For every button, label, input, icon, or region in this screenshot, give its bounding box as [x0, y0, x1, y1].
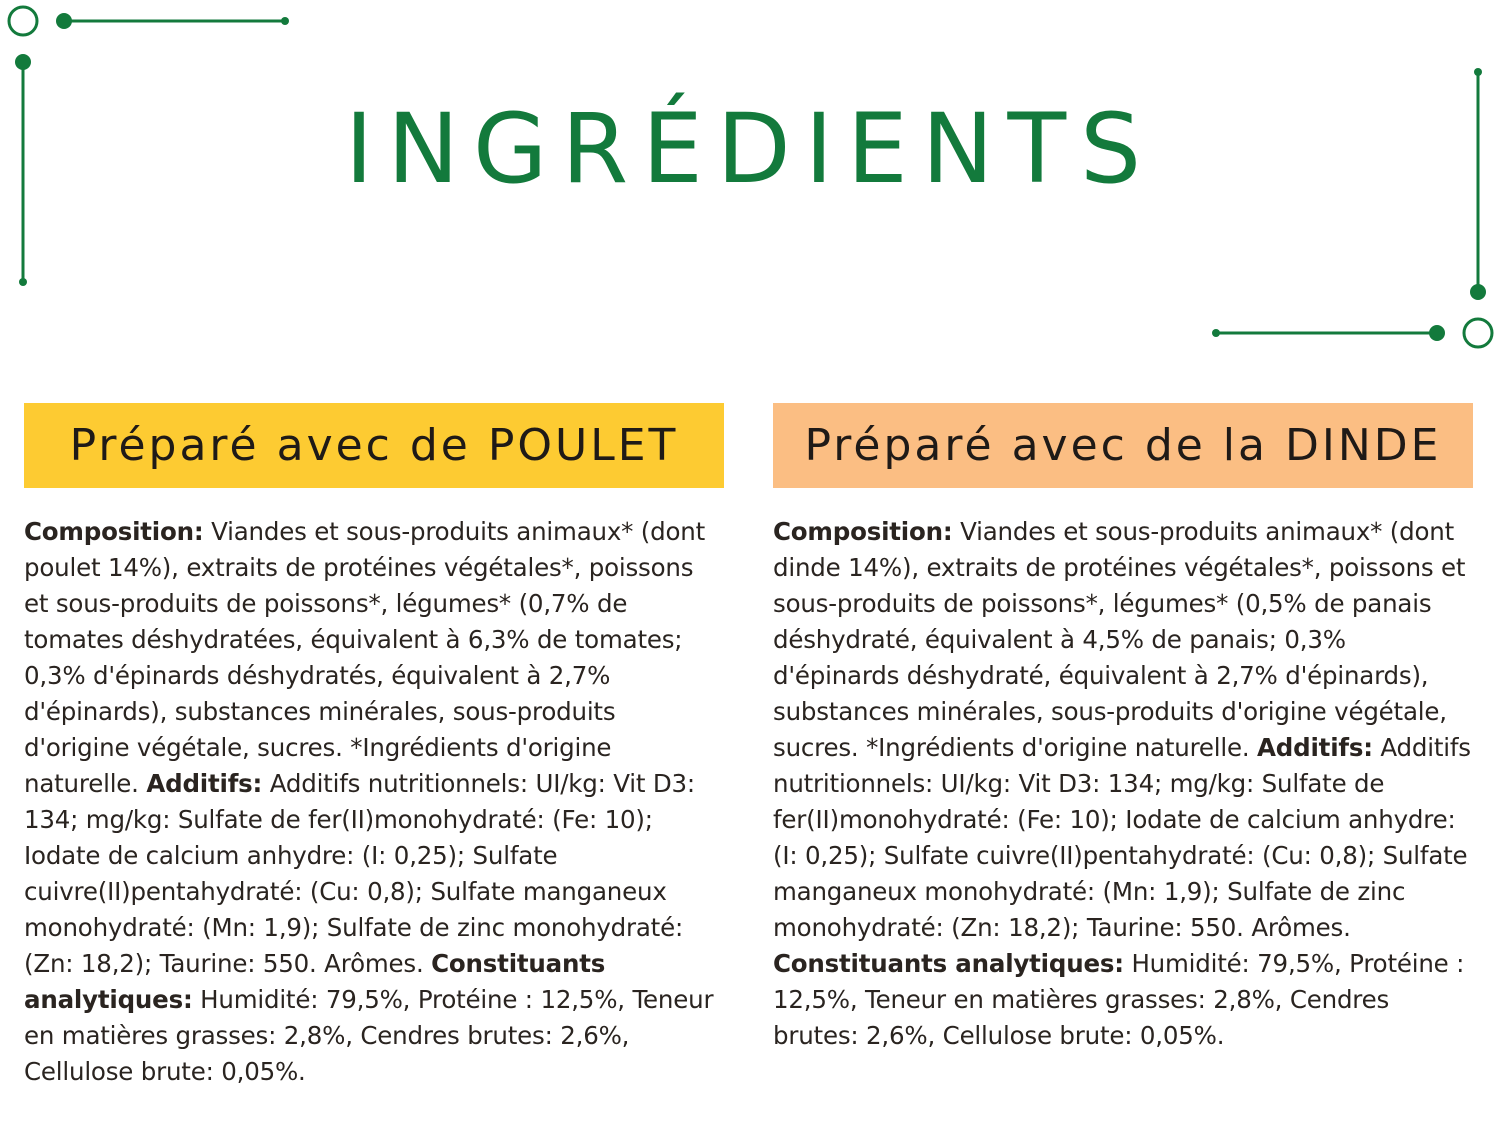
- ingredients-text: [773, 514, 1473, 1054]
- additifs-label: Additifs:: [146, 769, 263, 798]
- dot-ornament: [281, 17, 289, 25]
- dot-ornament: [1429, 325, 1445, 341]
- dot-ornament: [1470, 284, 1486, 300]
- dot-ornament: [19, 278, 27, 286]
- dot-ornament: [15, 54, 31, 70]
- constituants-text: Humidité: 79,5%, Protéine : 12,5%, Teneur en matières grasses: 2,8%, Cendres brutes: 2,6%, Cellulose brute: 0,05%.: [24, 985, 714, 1086]
- constituants-label: Constituants analytiques:: [24, 949, 606, 1014]
- dot-ornament: [56, 13, 72, 29]
- composition-text: Viandes et sous-produits animaux* (dont poulet 14%), extraits de protéines végétales*, poissons et sous-produits de poissons*, légumes* (0,7% de tomates déshydratées, équivalent à 6,3% de tomates; 0,3% d'épinards déshydratés, équivalent à 2,7% d'épinards), substances minérales, sous-produits d'origine végétale, sucres. *Ingrédients d'origine naturelle.: [24, 517, 706, 798]
- dot-ornament: [1212, 329, 1220, 337]
- recipe-banner: Préparé avec de la DINDE: [773, 403, 1473, 488]
- recipe-column-chicken: [24, 403, 724, 1090]
- constituants-text: Humidité: 79,5%, Protéine : 12,5%, Teneur en matières grasses: 2,8%, Cendres brutes: 2,6%, Cellulose brute: 0,05%.: [773, 949, 1465, 1050]
- dot-ornament: [1474, 68, 1482, 76]
- additifs-label: Additifs:: [1257, 733, 1373, 762]
- page-title: INGRÉDIENTS: [344, 93, 1156, 205]
- composition-label: Composition:: [24, 517, 204, 546]
- ring-ornament: [1464, 319, 1492, 347]
- additifs-text: Additifs nutritionnels: UI/kg: Vit D3: 134; mg/kg: Sulfate de fer(II)monohydraté: (Fe: 10); Iodate de calcium anhydre: (I: 0,25); Sulfate cuivre(II)pentahydraté: (Cu: 0,8); Sulfate manganeux monohydraté: (Mn: 1,9); Sulfate de zinc monohydraté: (Zn: 18,2); Taurine: 550. Arômes.: [773, 733, 1471, 942]
- recipe-column-turkey: [773, 403, 1473, 1054]
- constituants-label: Constituants analytiques:: [773, 949, 1124, 978]
- additifs-text: Additifs nutritionnels: UI/kg: Vit D3: 134; mg/kg: Sulfate de fer(II)monohydraté: (Fe: 10); Iodate de calcium anhydre: (I: 0,25); Sulfate cuivre(II)pentahydraté: (Cu: 0,8); Sulfate manganeux monohydraté: (Mn: 1,9); Sulfate de zinc monohydraté: (Zn: 18,2); Taurine: 550. Arômes.: [24, 769, 695, 978]
- ring-ornament: [9, 7, 37, 35]
- ingredients-text: [24, 514, 724, 1090]
- recipe-banner: Préparé avec de POULET: [24, 403, 724, 488]
- composition-text: Viandes et sous-produits animaux* (dont dinde 14%), extraits de protéines végétales*, poissons et sous-produits de poissons*, légumes* (0,5% de panais déshydraté, équivalent à 4,5% de panais; 0,3% d'épinards déshydraté, équivalent à 2,7% d'épinards), substances minérales, sous-produits d'origine végétale, sucres. *Ingrédients d'origine naturelle.: [773, 517, 1466, 762]
- composition-label: Composition:: [773, 517, 953, 546]
